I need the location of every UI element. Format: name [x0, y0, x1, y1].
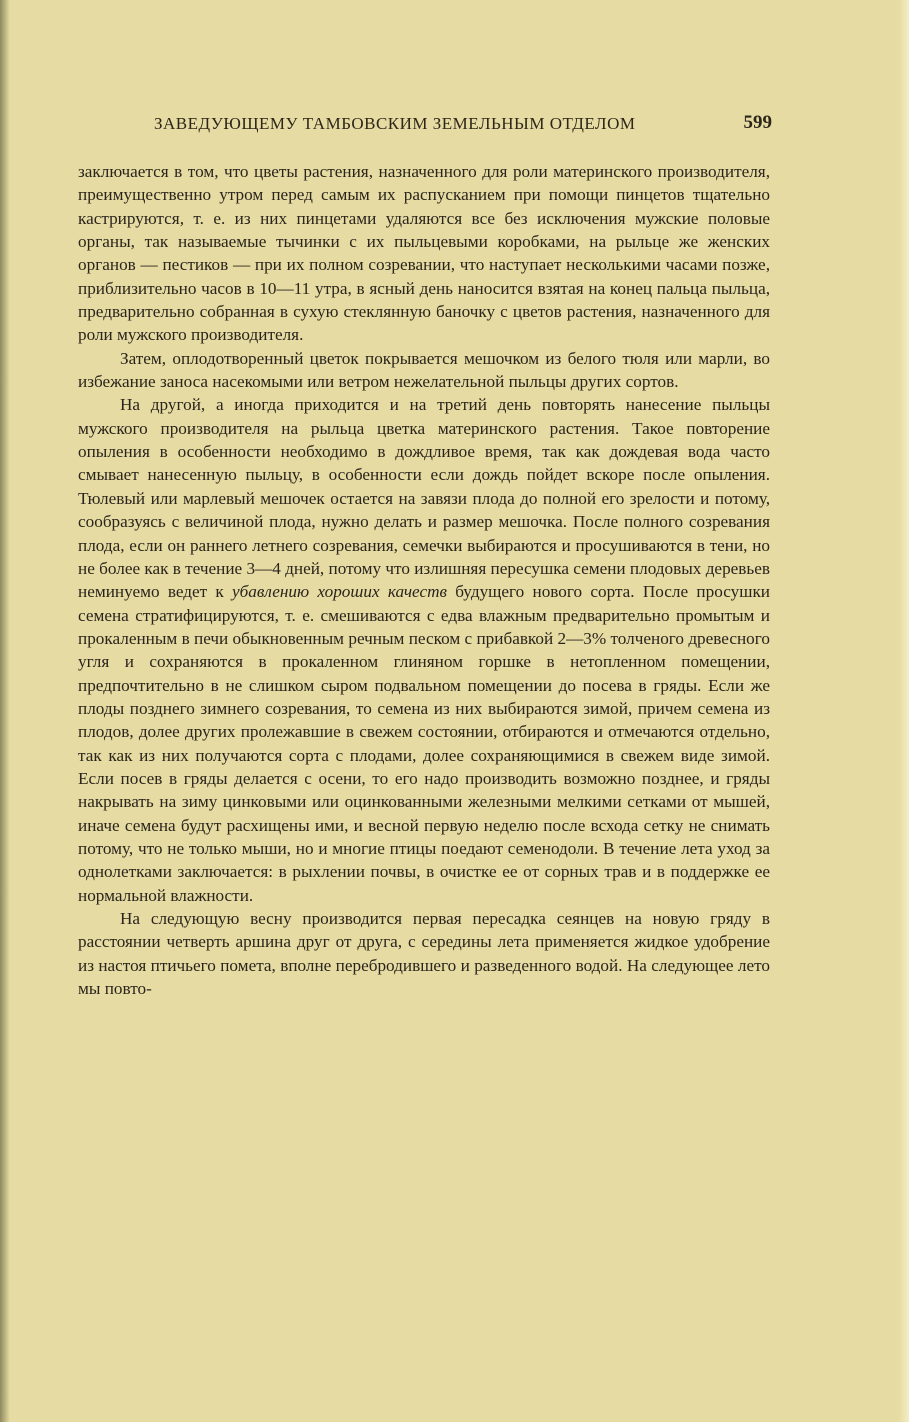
- page-number: 599: [743, 112, 772, 133]
- running-title: ЗАВЕДУЮЩЕМУ ТАМБОВСКИМ ЗЕМЕЛЬНЫМ ОТДЕЛОМ: [154, 114, 636, 133]
- page-body: [78, 160, 770, 1000]
- paragraph-3: [78, 393, 770, 907]
- paragraph-4: На следующую весну производится первая пересадка сеянцев на новую гряду в расстоянии четверть аршина друг от друга, с середины лета применяется жидкое удобрение из настоя птичьего помета, вполне перебродившего и разведенного водой. На следующее лето мы повто-: [78, 909, 770, 999]
- paragraph-1: заключается в том, что цветы растения, назначенного для роли материнского производителя, преимущественно утром перед самым их распусканием при помощи пинцетов тщательно кастрируются, т. е. из них пинцетами удаляются все без исключения мужские половые органы, так называемые тычинки с их пыльцевыми коробками, на рыльце же женских органов — пестиков — при их полном созревании, что наступает несколькими часами позже, приблизительно часов в 10—11 утра, в ясный день наносится взятая на конец пальца пыльца, предварительно собранная в сухую стеклянную баночку с цветов растения, назначенного для роли мужского производителя.: [78, 162, 770, 345]
- paragraph-3-italic-emphasis: убавлению хороших качеств: [232, 582, 447, 602]
- paragraph-3-text-end: будущего нового сорта. После просушки семена стратифицируются, т. е. смешиваются с едва влажным предварительно промытым и прокаленным в печи обыкновенным речным песком с прибавкой 2—3% толченого древесного угля и сохраняются в прокаленном глиняном горшке в нетопленном помещении, предпочтительно в не слишком сыром подвальном помещении до посева в гряды. Если же плоды позднего зимнего созревания, то семена из них выбираются зимой, причем семена из плодов, долее других пролежавшие в свежем состоянии, отбираются и отмечаются отдельно, так как из них получаются сорта с плодами, долее сохраняющимися в свежем виде зимой. Если посев в гряды делается с осени, то его надо производить возможно позднее, и гряды накрывать на зиму цинковыми или оцинкованными железными мелкими сетками от мышей, иначе семена будут расхищены ими, и весной первую неделю после всхода сетку не снимать потому, что не только мыши, но и многие птицы поедают семенодоли. В течение лета уход за однолетками заключается: в рыхлении почвы, в очистке ее от сорных трав и в поддержке ее нормальной влажности.: [78, 582, 771, 905]
- page-header: [78, 114, 772, 140]
- paragraph-2: Затем, оплодотворенный цветок покрывается мешочком из белого тюля или марли, во избежание заноса насекомыми или ветром нежелательной пыльцы других сортов.: [78, 348, 770, 392]
- paragraph-3-text-start: На другой, а иногда приходится и на третий день повторять нанесение пыльцы мужского производителя на рыльца цветка материнского растения. Такое повторение опыления в особенности необходимо в дождливое время, так как дождевая вода часто смывает нанесенную пыльцу, в особенности если дождь пойдет вскоре после опыления. Тюлевый или марлевый мешочек остается на завязи плода до полной его зрелости и потому, сообразуясь с величиной плода, нужно делать и размер мешочка. После полного созревания плода, если он раннего летнего созревания, семечки выбираются и просушиваются в тени, но не более как в течение 3—4 дней, потому что излишняя пересушка семени плодовых деревьев неминуемо ведет к: [78, 395, 770, 602]
